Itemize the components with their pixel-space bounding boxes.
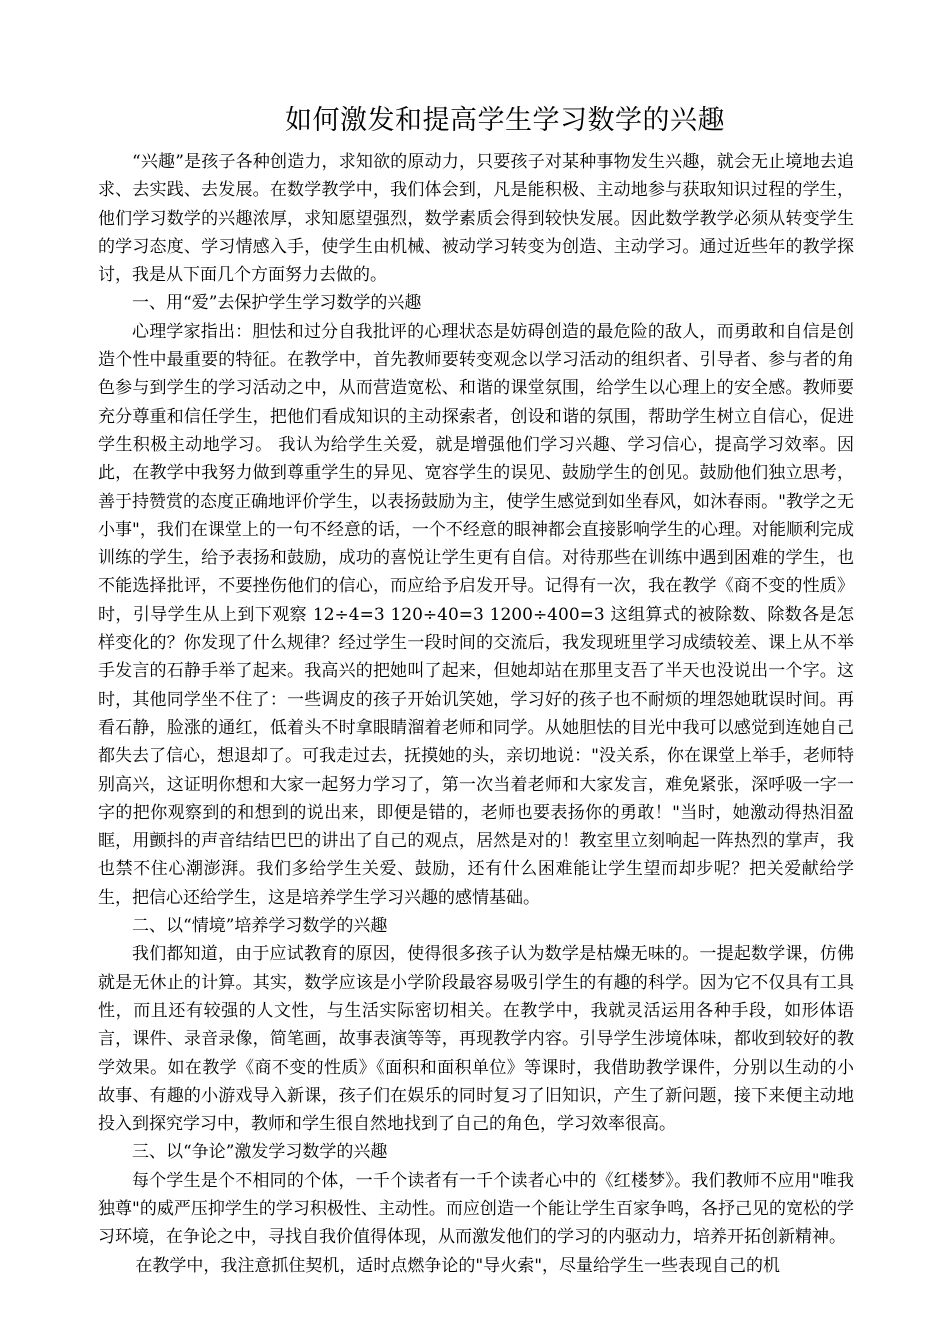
paragraph-section-1: 心理学家指出：胆怯和过分自我批评的心理状态是妨碍创造的最危险的敌人，而勇敢和自信是创造个性中最重要的特征。在教学中，首先教师要转变观念以学习活动的组织者、引导者、参与者的角色参与到学生的学习活动之中，从而营造宽松、和谐的课堂氛围，给学生以心理上的安全感。教师要充分尊重和信任学生，把他们看成知识的主动探索者，创设和谐的氛围，帮助学生树立自信心，促进学生积极主动地学习。 我认为给学生关爱，就是增强他们学习兴趣、学习信心，提高学习效率。因此，在教学中我努力做到尊重学生的异见、宽容学生的误见、鼓励学生的创见。鼓励他们独立思考，善于持赞赏的态度正确地评价学生，以表扬鼓励为主，使学生感觉到如坐春风，如沐春雨。"教学之无小事"，我们在课堂上的一句不经意的话，一个不经意的眼神都会直接影响学生的心理。对能顺利完成训练的学生，给予表扬和鼓励，成功的喜悦让学生更有自信。对待那些在训练中遇到困难的学生，也不能选择批评，不要挫伤他们的信心，而应给予启发开导。记得有一次，我在教学《商不变的性质》时，引导学生从上到下观察 12÷4=3 120÷40=3 1200÷400=3 这组算式的被除数、除数各是怎样变化的？你发现了什么规律？经过学生一段时间的交流后，我发现班里学习成绩较差、课上从不举手发言的石静手举了起来。我高兴的把她叫了起来，但她却站在那里支吾了半天也没说出一个字。这时，其他同学坐不住了：一些调皮的孩子开始讥笑她，学习好的孩子也不耐烦的埋怨她耽误时间。再看石静，脸涨的通红，低着头不时拿眼睛溜着老师和同学。从她胆怯的目光中我可以感觉到连她自己都失去了信心，想退却了。可我走过去，抚摸她的头，亲切地说："没关系，你在课堂上举手，老师特别高兴，这证明你想和大家一起努力学习了，第一次当着老师和大家发言，难免紧张，深呼吸一字一字的把你观察到的和想到的说出来，即便是错的，老师也要表扬你的勇敢！"当时，她激动得热泪盈眶，用颤抖的声音结结巴巴的讲出了自己的观点，居然是对的！教室里立刻响起一阵热烈的掌声，我也禁不住心潮澎湃。我们多给学生关爱、鼓励，还有什么困难能让学生望而却步呢？把关爱献给学生，把信心还给学生，这是培养学生学习兴趣的感情基础。 bbox=[98, 321, 854, 908]
paragraph-section-3: 每个学生是个不相同的个体，一千个读者有一千个读者心中的《红楼梦》。我们教师不应用"唯我独尊"的威严压抑学生的学习积极性、主动性。而应创造一个能让学生百家争鸣，各抒己见的宽松的学习环境，在争论之中，寻找自我价值得体现，从而激发他们的学习的内驱动力，培养开拓创新精神。 bbox=[98, 1170, 854, 1248]
document-title: 如何激发和提高学生学习数学的兴趣 bbox=[285, 105, 725, 136]
document-body bbox=[98, 148, 854, 1280]
paragraph-section-3-continued: 在教学中，我注意抓住契机，适时点燃争论的"导火索"，尽量给学生一些表现自己的机 bbox=[135, 1255, 781, 1276]
section-heading-1: 一、用“爱”去保护学生学习数学的兴趣 bbox=[132, 293, 422, 314]
paragraph-intro: “兴趣”是孩子各种创造力，求知欲的原动力，只要孩子对某种事物发生兴趣，就会无止境地去追求、去实践、去发展。在数学教学中，我们体会到，凡是能积极、主动地参与获取知识过程的学生，他们学习数学的兴趣浓厚，求知愿望强烈，数学素质会得到较快发展。因此数学教学必须从转变学生的学习态度、学习情感入手，使学生由机械、被动学习转变为创造、主动学习。通过近些年的教学探讨，我是从下面几个方面努力去做的。 bbox=[98, 152, 854, 286]
section-heading-3: 三、以“争论”激发学习数学的兴趣 bbox=[132, 1142, 388, 1163]
paragraph-section-2: 我们都知道，由于应试教育的原因，使得很多孩子认为数学是枯燥无味的。一提起数学课，仿佛就是无休止的计算。其实，数学应该是小学阶段最容易吸引学生的有趣的科学。因为它不仅具有工具性，而且还有较强的人文性，与生活实际密切相关。在教学中，我就灵活运用各种手段，如形体语言，课件、录音录像，简笔画，故事表演等等，再现教学内容。引导学生涉境体味，都收到较好的教学效果。如在教学《商不变的性质》《面积和面积单位》等课时，我借助教学课件，分别以生动的小故事、有趣的小游戏导入新课，孩子们在娱乐的同时复习了旧知识，产生了新问题，接下来便主动地投入到探究学习中，教师和学生很自然地找到了自己的角色，学习效率很高。 bbox=[98, 944, 854, 1135]
section-heading-2: 二、以“情境”培养学习数学的兴趣 bbox=[132, 916, 388, 937]
